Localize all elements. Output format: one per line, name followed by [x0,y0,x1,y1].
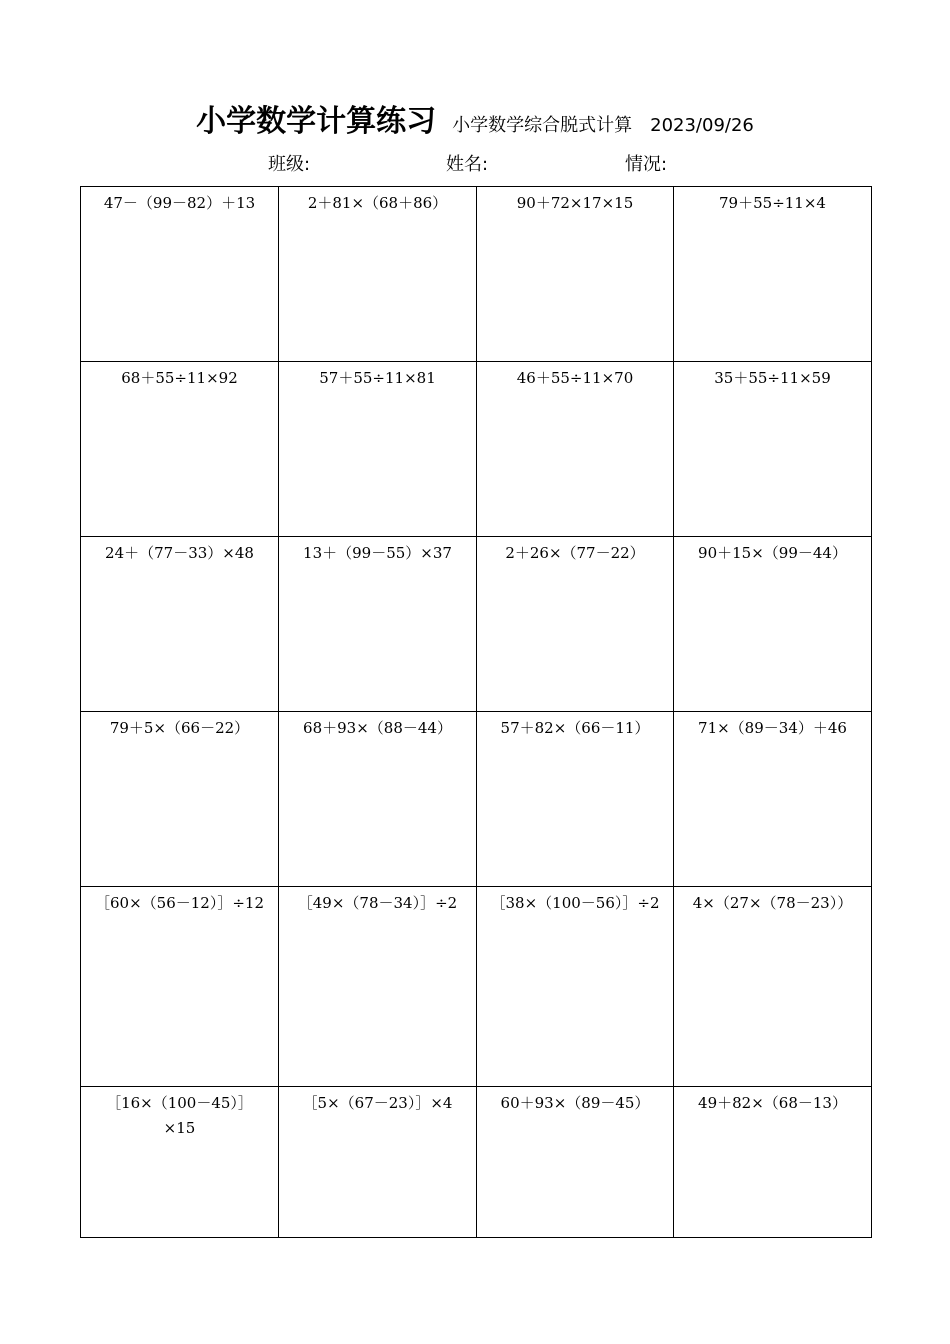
problem-cell: 4×（27×（78－23）） [674,887,872,1087]
problem-cell: 49＋82×（68－13） [674,1087,872,1238]
problem-row [81,362,872,537]
problem-cell: 46＋55÷11×70 [477,362,674,537]
problem-row [81,712,872,887]
student-info-row [0,150,950,176]
problem-cell: ［49×（78－34）］÷2 [279,887,477,1087]
problem-cell: 90＋72×17×15 [477,187,674,362]
class-label: 班级: [268,154,311,175]
problem-cell: 79＋55÷11×4 [674,187,872,362]
problem-cell: ［16×（100－45）］×15 [81,1087,279,1238]
status-label: 情况: [625,154,668,175]
problem-cell: 79＋5×（66－22） [81,712,279,887]
problem-cell: 2＋81×（68＋86） [279,187,477,362]
problem-cell: 57＋55÷11×81 [279,362,477,537]
page-title: 小学数学计算练习 [196,104,437,139]
problem-cell: 68＋55÷11×92 [81,362,279,537]
problem-row [81,537,872,712]
problem-cell: 13＋（99－55）×37 [279,537,477,712]
problem-cell: 60＋93×（89－45） [477,1087,674,1238]
problem-cell: 57＋82×（66－11） [477,712,674,887]
problem-cell: 90＋15×（99－44） [674,537,872,712]
problem-cell: 35＋55÷11×59 [674,362,872,537]
problem-cell: 2＋26×（77－22） [477,537,674,712]
problem-cell: ［38×（100－56）］÷2 [477,887,674,1087]
problem-grid [80,186,872,1238]
page-subtitle: 小学数学综合脱式计算 [452,115,633,136]
problem-cell: ［60×（56－12）］÷12 [81,887,279,1087]
problem-row [81,187,872,362]
problem-cell: 71×（89－34）＋46 [674,712,872,887]
problem-row [81,1087,872,1238]
problem-cell: 47－（99－82）＋13 [81,187,279,362]
problem-row [81,887,872,1087]
problem-cell: 68＋93×（88－44） [279,712,477,887]
page-header [0,96,950,140]
name-label: 姓名: [446,154,489,175]
page-date: 2023/09/26 [650,115,754,136]
problem-cell: ［5×（67－23）］×4 [279,1087,477,1238]
problem-cell: 24＋（77－33）×48 [81,537,279,712]
